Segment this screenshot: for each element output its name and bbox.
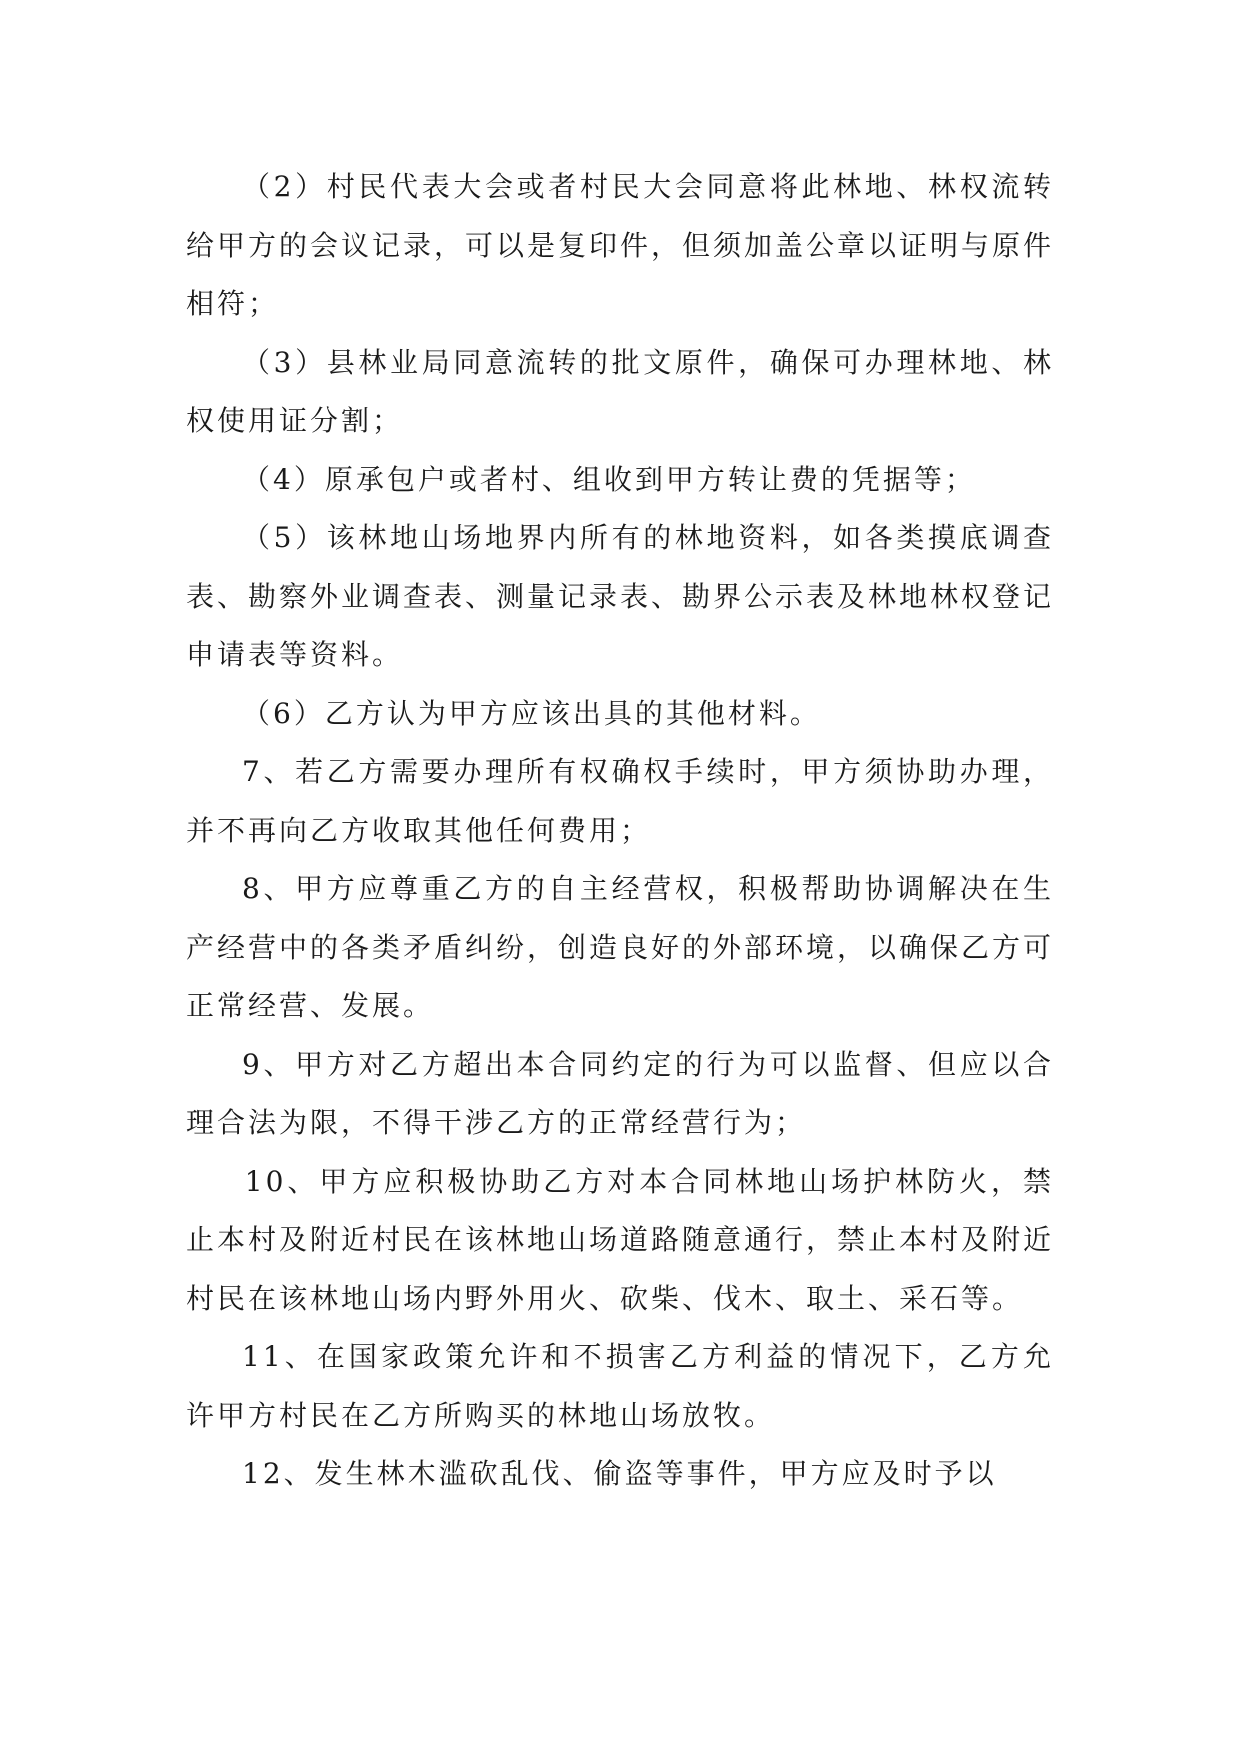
paragraph-item-6: （6）乙方认为甲方应该出具的其他材料。 — [242, 696, 821, 730]
paragraph-clause-8: 8、甲方应尊重乙方的自主经营权，积极帮助协调解决在生产经营中的各类矛盾纠纷，创造良好的外部环境，以确保乙方可正常经营、发展。 — [186, 872, 1055, 1022]
paragraph-clause-12: 12、发生林木滥砍乱伐、偷盗等事件，甲方应及时予以 — [242, 1457, 997, 1490]
paragraph-item-2: （2）村民代表大会或者村民大会同意将此林地、林权流转给甲方的会议记录，可以是复印件，但须加盖公章以证明与原件相符； — [186, 170, 1055, 320]
paragraph-clause-11: 11、在国家政策允许和不损害乙方利益的情况下，乙方允许甲方村民在乙方所购买的林地山场放牧。 — [186, 1340, 1054, 1432]
paragraph-item-5: （5）该林地山场地界内所有的林地资料，如各类摸底调查表、勘察外业调查表、测量记录表、勘界公示表及林地林权登记申请表等资料。 — [186, 521, 1055, 671]
paragraph-clause-10: 10、甲方应积极协助乙方对本合同林地山场护林防火，禁止本村及附近村民在该林地山场道路随意通行，禁止本村及附近村民在该林地山场内野外用火、砍柴、伐木、取土、采石等。 — [186, 1164, 1055, 1315]
paragraph-item-4: （4）原承包户或者村、组收到甲方转让费的凭据等； — [242, 462, 976, 496]
paragraph-item-3: （3）县林业局同意流转的批文原件，确保可办理林地、林权使用证分割； — [186, 345, 1054, 437]
paragraph-clause-9: 9、甲方对乙方超出本合同约定的行为可以监督、但应以合理合法为限，不得干涉乙方的正常经营行为； — [186, 1047, 1054, 1139]
paragraph-clause-7: 7、若乙方需要办理所有权确权手续时，甲方须协助办理，并不再向乙方收取其他任何费用； — [186, 755, 1054, 847]
document-body — [186, 158, 1054, 1504]
